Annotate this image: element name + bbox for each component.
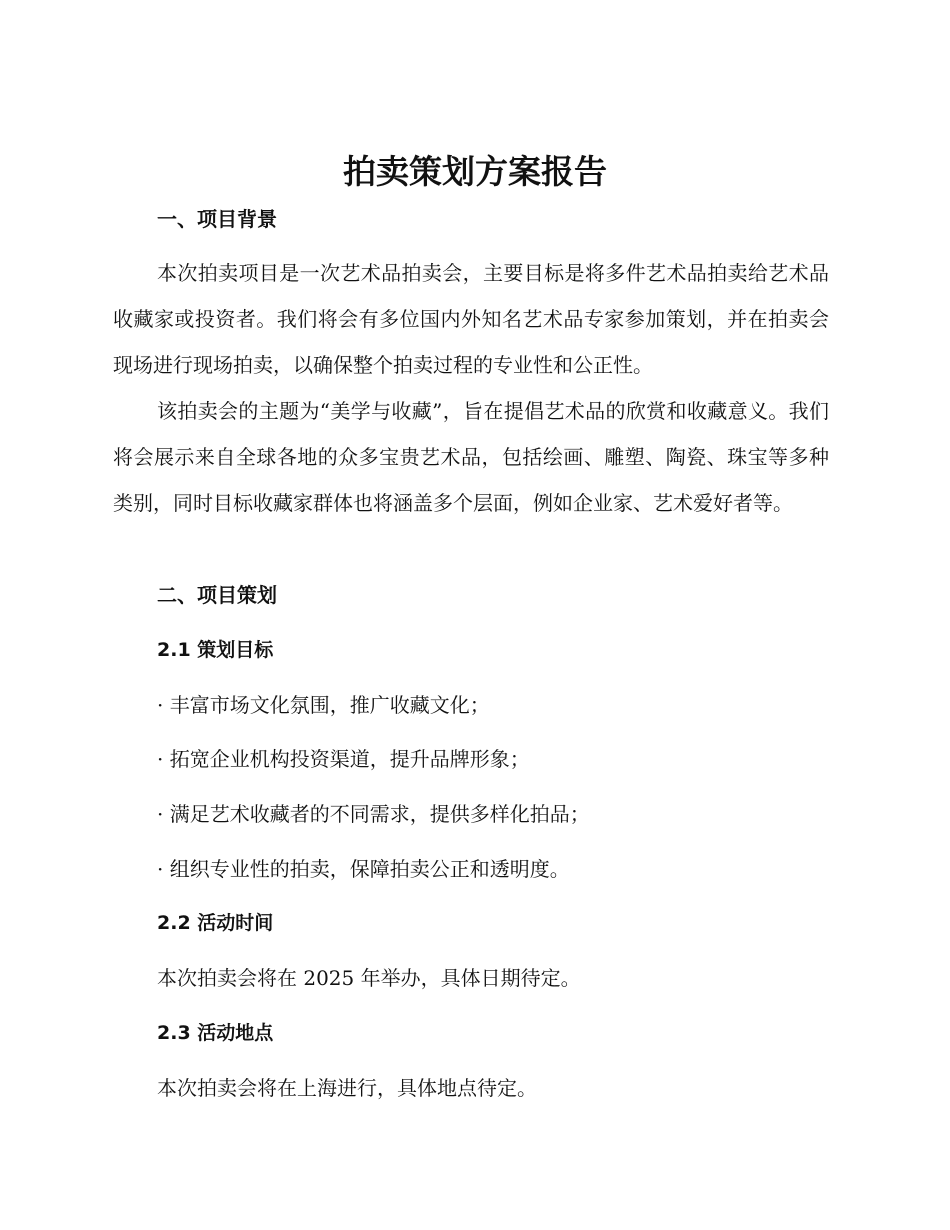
section-heading-planning: 二、项目策划 bbox=[157, 583, 277, 607]
background-paragraph-1: 本次拍卖项目是一次艺术品拍卖会，主要目标是将多件艺术品拍卖给艺术品收藏家或投资者。我们将会有多位国内外知名艺术品专家参加策划，并在拍卖会现场进行现场拍卖，以确保整个拍卖过程的专业性和公正性。 bbox=[113, 261, 829, 377]
subsection-heading-location: 2.3 活动地点 bbox=[157, 1022, 274, 1044]
goal-list-item: · 丰富市场文化氛围，推广收藏文化； bbox=[157, 693, 490, 717]
goal-list-item: · 拓宽企业机构投资渠道，提升品牌形象； bbox=[157, 747, 530, 771]
location-text: 本次拍卖会将在上海进行，具体地点待定。 bbox=[157, 1076, 537, 1100]
background-paragraph-2: 该拍卖会的主题为“美学与收藏”，旨在提倡艺术品的欣赏和收藏意义。我们将会展示来自全球各地的众多宝贵艺术品，包括绘画、雕塑、陶瓷、珠宝等多种类别，同时目标收藏家群体也将涵盖多个层面，例如企业家、艺术爱好者等。 bbox=[113, 399, 829, 515]
time-text: 本次拍卖会将在 2025 年举办，具体日期待定。 bbox=[157, 966, 581, 990]
subsection-heading-time: 2.2 活动时间 bbox=[157, 912, 274, 934]
subsection-heading-goals: 2.1 策划目标 bbox=[157, 639, 274, 661]
goal-list-item: · 组织专业性的拍卖，保障拍卖公正和透明度。 bbox=[157, 857, 570, 881]
goal-list-item: · 满足艺术收藏者的不同需求，提供多样化拍品； bbox=[157, 802, 590, 826]
section-heading-background: 一、项目背景 bbox=[157, 207, 277, 231]
page-title: 拍卖策划方案报告 bbox=[343, 152, 607, 191]
